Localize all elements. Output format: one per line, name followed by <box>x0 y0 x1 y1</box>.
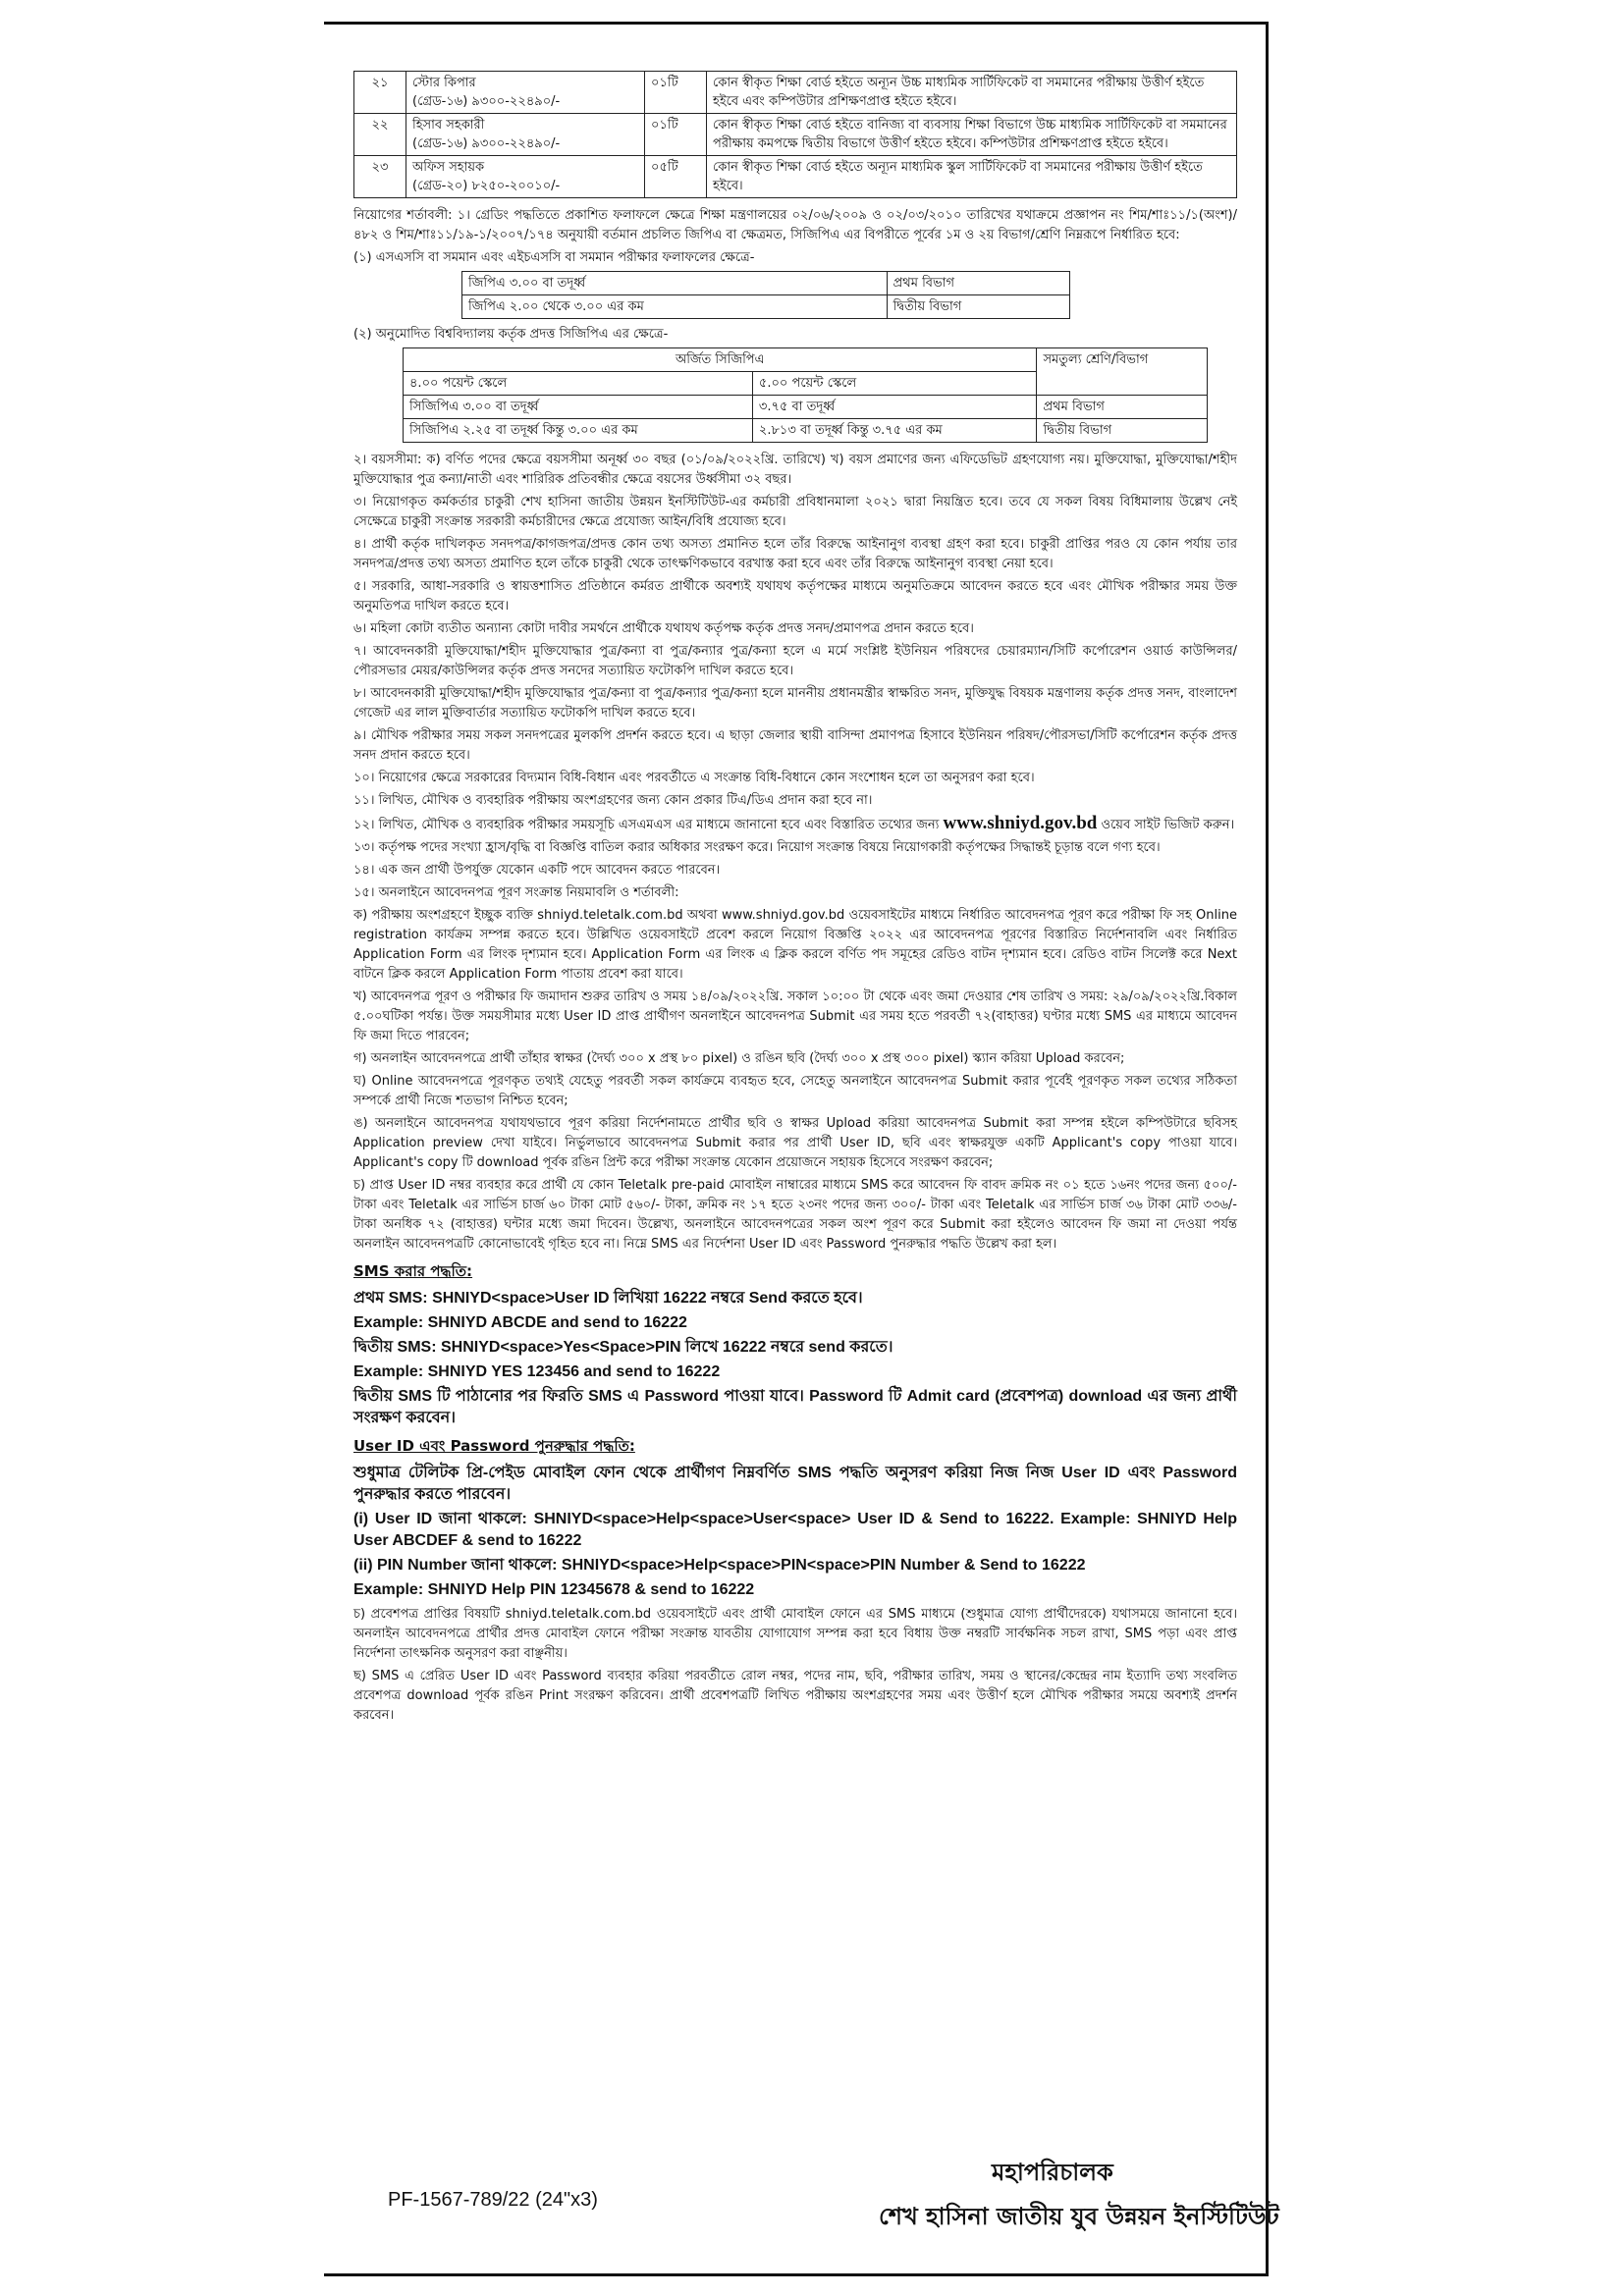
rule-item: ৯। মৌখিক পরীক্ষার সময় সকল সনদপত্রের মুলকপি প্রদর্শন করতে হবে। এ ছাড়া জেলার স্থায়ী বাসিন্দা প্রমাণপত্র হিসাবে ইউনিয়ন পরিষদ/পৌরসভা/সিটি কর্পোরেশন কর্তৃক প্রদত্ত সনদ প্রদান করতে হবে। <box>353 728 1237 763</box>
rule-12-text: ১২। লিখিত, মৌখিক ও ব্যবহারিক পরীক্ষার সময়সূচি এসএমএস এর মাধ্যমে জানানো হবে এবং বিস্তারিত তথ্যের জন্য <box>353 818 940 832</box>
rule-12-tail: ওয়েব সাইট ভিজিট করুন। <box>1101 818 1235 832</box>
rule-12 <box>353 814 1237 835</box>
password-section-title: User ID এবং Password পুনরুদ্ধার পদ্ধতি: <box>353 1437 635 1455</box>
uni-cell: প্রথম বিভাগ <box>1037 396 1208 419</box>
post-qualification: কোন স্বীকৃত শিক্ষা বোর্ড হইতে বানিজ্য বা ব্যবসায় শিক্ষা বিভাগে উচ্চ মাধ্যমিক সার্টিফিকেট বা সমমানের পরীক্ষায় কমপক্ষে দ্বিতীয় বিভাগে উত্তীর্ণ হইতে হইবে। কম্পিউটার প্রশিক্ষণপ্রাপ্ত হইতে হইবে। <box>707 114 1237 156</box>
final-instructions <box>353 1605 1237 1726</box>
ssc-div-cell: প্রথম বিভাগ <box>887 272 1069 295</box>
password-line: (i) User ID জানা থাকলে: SHNIYD<space>Help<space>User<space> User ID & Send to 16222. Example: SHNIYD Help User ABCDEF & send to 16222 <box>353 1511 1237 1549</box>
ssc-gpa-cell: জিপিএ ৩.০০ বা তদূর্ধ্ব <box>462 272 888 295</box>
uni-cell: ২.৮১৩ বা তদূর্ধ্ব কিন্তু ৩.৭৫ এর কম <box>752 419 1037 443</box>
post-qualification: কোন স্বীকৃত শিক্ষা বোর্ড হইতে অন্যূন মাধ্যমিক স্কুল সার্টিফিকেট বা সমমানের পরীক্ষায় উত্তীর্ণ হইতে হইবে। <box>707 156 1237 198</box>
rule-item: ৪। প্রার্থী কর্তৃক দাখিলকৃত সনদপত্র/কাগজপত্র/প্রদত্ত কোন তথ্য অসত্য প্রমানিত হলে তাঁর বিরুদ্ধে আইনানুগ ব্যবস্থা গ্রহণ করা হবে। চাকুরী প্রাপ্তির পরও যে কোন পর্যায় তার সনদপত্র/প্রদত্ত তথ্য অসত্য প্রমাণিত হলে তাঁকে চাকুরী থেকে তাৎক্ষণিকভাবে বরখাস্ত করা হবে এবং তাঁর বিরুদ্ধে আইনানুগ ব্যবস্থা নেয়া হবে। <box>353 537 1237 571</box>
post-row <box>354 72 1237 114</box>
post-count: ০১টি <box>645 114 707 156</box>
uni-header-div: সমতুল্য শ্রেণি/বিভাগ <box>1037 348 1208 396</box>
uni-heading: (২) অনুমোদিত বিশ্ববিদ্যালয় কর্তৃক প্রদত্ত সিজিপিএ এর ক্ষেত্রে- <box>353 327 669 342</box>
password-instructions <box>353 1463 1237 1601</box>
rule-item: ১৩। কর্তৃপক্ষ পদের সংখ্যা হ্রাস/বৃদ্ধি বা বিজ্ঞপ্তি বাতিল করার অধিকার সংরক্ষণ করে। নিয়োগ সংক্রান্ত বিষয়ে নিয়োগকারী কর্তৃপক্ষের সিদ্ধান্তই চূড়ান্ত বলে গণ্য হবে। <box>353 840 1161 855</box>
ssc-table <box>461 271 1070 319</box>
sms-line: দ্বিতীয় SMS টি পাঠানোর পর ফিরতি SMS এ Password পাওয়া যাবে। Password টি Admit card (প্রবেশপত্র) download এর জন্য প্রার্থী সংরক্ষণ করবেন। <box>353 1388 1237 1426</box>
signatory-organization: শেখ হাসিনা জাতীয় যুব উন্নয়ন ইনস্টিটিউট <box>879 2203 1279 2230</box>
post-number: ২৩ <box>354 156 406 198</box>
final-line: চ) প্রবেশপত্র প্রাপ্তির বিষয়টি shniyd.teletalk.com.bd ওয়েবসাইটে এবং প্রার্থী মোবাইল ফোনে এর SMS মাধ্যমে (শুধুমাত্র যোগ্য প্রার্থীদেরকে) যথাসময়ে জানানো হবে। অনলাইন আবেদনপত্রে প্রার্থীর প্রদত্ত মোবাইল ফোনে পরীক্ষা সংক্রান্ত যাবতীয় যোগাযোগ সম্পন্ন করা হবে বিধায় উক্ত নম্বরটি সার্বক্ষনিক সচল রাখা, SMS পড়া এবং প্রাপ্ত নির্দেশনা তাৎক্ষনিক অনুসরণ করা বাঞ্ছনীয়। <box>353 1607 1237 1661</box>
pf-code: PF-1567-789/22 (24"x3) <box>388 2189 598 2211</box>
sms-line: দ্বিতীয় SMS: SHNIYD<space>Yes<Space>PIN লিখে 16222 নম্বরে send করতে। <box>353 1339 893 1356</box>
rules-list <box>353 451 1237 811</box>
sms-line: প্রথম SMS: SHNIYD<space>User ID লিখিয়া 16222 নম্বরে Send করতে হবে। <box>353 1290 863 1307</box>
rule-item: ৫। সরকারি, আধা-সরকারি ও স্বায়ত্তশাসিত প্রতিষ্ঠানে কর্মরত প্রার্থীকে অবশ্যই যথাযথ কর্তৃপক্ষের মাধ্যমে অনুমতিক্রমে আবেদন করতে হবে এবং মৌখিক পরীক্ষার সময় উক্ত অনুমতিপত্র দাখিল করতে হবে। <box>353 579 1237 614</box>
post-name-cell <box>406 156 645 198</box>
conditions-intro: নিয়োগের শর্তাবলী: ১। গ্রেডিং পদ্ধতিতে প্রকাশিত ফলাফলে ক্ষেত্রে শিক্ষা মন্ত্রণালয়ের ০২/০৬/২০০৯ ও ০২/০৩/২০১০ তারিখের যথাক্রমে প্রজ্ঞাপন নং শিম/শাঃ১১/১(অংশ)/৪৮২ ও শিম/শাঃ১১/১৯-১/২০০৭/১৭৪ অনুযায়ী বর্তমান প্রচলিত জিপিএ বা ক্ষেত্রমত, সিজিপিএ এর বিপরীতে পূর্বের ১ম ও ২য় বিভাগ/শ্রেণি নিম্নরূপে নির্ধারিত হবে: <box>353 208 1237 242</box>
notice-body <box>353 71 1237 1729</box>
sms-section-title: SMS করার পদ্ধতি: <box>353 1262 473 1280</box>
ssc-gpa-cell: জিপিএ ২.০০ থেকে ৩.০০ এর কম <box>462 295 888 319</box>
rule-item: ২। বয়সসীমা: ক) বর্ণিত পদের ক্ষেত্রে বয়সসীমা অনূর্ধ্ব ৩০ বছর (০১/০৯/২০২২খ্রি. তারিখে) খ) বয়স প্রমাণের জন্য এফিডেভিট গ্রহণযোগ্য নয়। মুক্তিযোদ্ধা, মুক্তিযোদ্ধা/শহীদ মুক্তিযোদ্ধার পুত্র কন্যা/নাতী এবং শারিরিক প্রতিবন্ধীর ক্ষেত্রে বয়সের উর্ধ্বসীমা ৩২ বছর। <box>353 453 1237 487</box>
online-g: গ) অনলাইন আবেদনপত্রে প্রার্থী তাঁহার স্বাক্ষর (দৈর্ঘ্য ৩০০ x প্রস্থ ৮০ pixel) ও রঙিন ছবি (দৈর্ঘ্য ৩০০ x প্রস্থ ৩০০ pixel) স্ক্যান করিয়া Upload করবেন; <box>353 1051 1125 1066</box>
post-name: স্টোর কিপার <box>412 76 476 90</box>
uni-col-5: ৫.০০ পয়েন্ট স্কেলে <box>752 372 1037 396</box>
rules-list-b <box>353 838 1237 903</box>
post-count: ০১টি <box>645 72 707 114</box>
post-number: ২১ <box>354 72 406 114</box>
password-line: শুধুমাত্র টেলিটক প্রি-পেইড মোবাইল ফোন থেকে প্রার্থীগণ নিম্নবর্ণিত SMS পদ্ধতি অনুসরণ করিয়া নিজ নিজ User ID এবং Password পুনরুদ্ধার করতে পারবেন। <box>353 1465 1237 1503</box>
post-name: হিসাব সহকারী <box>412 118 485 133</box>
post-count: ০৫টি <box>645 156 707 198</box>
post-name-cell <box>406 72 645 114</box>
uni-cell: ৩.৭৫ বা তদূর্ধ্ব <box>752 396 1037 419</box>
uni-col-4: ৪.০০ পয়েন্ট স্কেলে <box>404 372 753 396</box>
ssc-heading: (১) এসএসসি বা সমমান এবং এইচএসসি বা সমমান পরীক্ষার ফলাফলের ক্ষেত্রে- <box>353 250 755 265</box>
online-c: চ) প্রাপ্ত User ID নম্বর ব্যবহার করে প্রার্থী যে কোন Teletalk pre-paid মোবাইল নাম্বারের মাধ্যমে SMS করে আবেদন ফি বাবদ ক্রমিক নং ০১ হতে ১৬নং পদের জন্য ৫০০/- টাকা এবং Teletalk এর সার্ভিস চার্জ ৬০ টাকা মোট ৫৬০/- টাকা, ক্রমিক নং ১৭ হতে ২৩নং পদের জন্য ৩০০/- টাকা এবং Teletalk এর সার্ভিস চার্জ ৩৬ টাকা মোট ৩৩৬/- টাকা অনধিক ৭২ (বাহাত্তর) ঘন্টার মধ্যে জমা দিবেন। উল্লেখ্য, অনলাইনে আবেদনপত্রের সকল অংশ পূরণ করে Submit করা হইলেও আবেদন ফি জমা না দেওয়া পর্যন্ত অনলাইন আবেদনপত্রটি কোনোভাবেই গৃহিত হবে না। নিম্নে SMS এর নির্দেশনা User ID এবং Password পুনরুদ্ধার পদ্ধতি উল্লেখ করা হল। <box>353 1178 1237 1252</box>
rule-item: ১৫। অনলাইনে আবেদনপত্র পূরণ সংক্রান্ত নিয়মাবলি ও শর্তাবলী: <box>353 885 679 900</box>
post-grade: (গ্রেড-২০) ৮২৫০-২০০১০/- <box>412 179 561 193</box>
rule-item: ১৪। এক জন প্রার্থী উপর্যুক্ত যেকোন একটি পদে আবেদন করতে পারবেন। <box>353 863 721 878</box>
online-u: ঙ) অনলাইনে আবেদনপত্র যথাযথভাবে পূরণ করিয়া নির্দেশনামতে প্রার্থীর ছবি ও স্বাক্ষর Upload করিয়া আবেদনপত্র Submit করা সম্পন্ন হইলে কম্পিউটারে ছবিসহ Application preview দেখা যাইবে। নির্ভুলভাবে আবেদনপত্র Submit করার পর প্রার্থী User ID, ছবি এবং স্বাক্ষরযুক্ত একটি Applicant's copy পাওয়া যাবে। Applicant's copy টি download পূর্বক রঙিন প্রিন্ট করে পরীক্ষা সংক্রান্ত যেকোন প্রয়োজনে সহায়ক হিসেবে সংরক্ষণ করবেন; <box>353 1116 1237 1170</box>
rule-item: ১০। নিয়োগের ক্ষেত্রে সরকারের বিদ্যমান বিধি-বিধান এবং পরবর্তীতে এ সংক্রান্ত বিধি-বিধানে কোন সংশোধন হলে তা অনুসরণ করা হবে। <box>353 771 1035 785</box>
sms-line: Example: SHNIYD YES 123456 and send to 16222 <box>353 1363 721 1380</box>
rule-item: ৩। নিয়োগকৃত কর্মকর্তার চাকুরী শেখ হাসিনা জাতীয় উন্নয়ন ইনস্টিটিউট-এর কর্মচারী প্রবিধানমালা ২০২১ দ্বারা নিয়ন্ত্রিত হবে। তবে যে সকল বিষয় বিধিমালায় উল্লেখ নেই সেক্ষেত্রে চাকুরী সংক্রান্ত সরকারী কর্মচারীদের ক্ষেত্রে প্রযোজ্য আইন/বিধি প্রযোজ্য হবে। <box>353 495 1237 529</box>
sms-instructions <box>353 1288 1237 1429</box>
post-row <box>354 114 1237 156</box>
post-row <box>354 156 1237 198</box>
website-link[interactable]: www.shniyd.gov.bd <box>943 813 1098 833</box>
rule-item: ১১। লিখিত, মৌখিক ও ব্যবহারিক পরীক্ষায় অংশগ্রহণের জন্য কোন প্রকার টিএ/ডিএ প্রদান করা হবে না। <box>353 793 873 808</box>
sms-line: Example: SHNIYD ABCDE and send to 16222 <box>353 1314 687 1331</box>
online-b: খ) আবেদনপত্র পূরণ ও পরীক্ষার ফি জমাদান শুরুর তারিখ ও সময় ১৪/০৯/২০২২খ্রি. সকাল ১০:০০ টা থেকে এবং জমা দেওয়ার শেষ তারিখ ও সময়: ২৯/০৯/২০২২খ্রি.বিকাল ৫.০০ঘটিকা পর্যন্ত। উক্ত সময়সীমার মধ্যে User ID প্রাপ্ত প্রার্থীগণ অনলাইনে আবেদনপত্র Submit এর সময় হতে পরবর্তী ৭২(বাহাত্তর) ঘণ্টার মধ্যে SMS এর মাধ্যমে আবেদন ফি জমা দিতে পারবেন; <box>353 989 1237 1043</box>
final-line: ছ) SMS এ প্রেরিত User ID এবং Password ব্যবহার করিয়া পরবর্তীতে রোল নম্বর, পদের নাম, ছবি, পরীক্ষার তারিখ, সময় ও স্থানের/কেন্দ্রের নাম ইত্যাদি তথ্য সংবলিত প্রবেশপত্র download পূর্বক রঙিন Print সংরক্ষণ করিবেন। প্রার্থী প্রবেশপত্রটি লিখিত পরীক্ষায় অংশগ্রহণের সময় এবং উত্তীর্ণ হলে মৌখিক পরীক্ষার সময়ে অবশ্যই প্রদর্শন করবেন। <box>353 1669 1237 1723</box>
online-gh: ঘ) Online আবেদনপত্রে পূরণকৃত তথ্যই যেহেতু পরবর্তী সকল কার্যক্রমে ব্যবহৃত হবে, সেহেতু অনলাইনে আবেদনপত্র Submit করার পূর্বেই পূরণকৃত সকল তথ্যের সঠিকতা সম্পর্কে প্রার্থী নিজে শতভাগ নিশ্চিত হবেন; <box>353 1074 1237 1108</box>
post-grade: (গ্রেড-১৬) ৯৩০০-২২৪৯০/- <box>412 94 561 109</box>
rule-item: ৬। মহিলা কোটা ব্যতীত অন্যান্য কোটা দাবীর সমর্থনে প্রার্থীকে যথাযথ কর্তৃপক্ষ কর্তৃক প্রদত্ত সনদ/প্রমাণপত্র প্রদান করতে হবে। <box>353 621 974 636</box>
post-name-cell <box>406 114 645 156</box>
post-number: ২২ <box>354 114 406 156</box>
uni-cell: দ্বিতীয় বিভাগ <box>1037 419 1208 443</box>
post-name: অফিস সহায়ক <box>412 160 485 175</box>
password-line: (ii) PIN Number জানা থাকলে: SHNIYD<space>Help<space>PIN<space>PIN Number & Send to 16222 <box>353 1557 1086 1574</box>
posts-table <box>353 71 1237 198</box>
online-a: ক) পরীক্ষায় অংশগ্রহণে ইচ্ছুক ব্যক্তি shniyd.teletalk.com.bd অথবা www.shniyd.gov.bd ওয়েবসাইটের মাধ্যমে নির্ধারিত আবেদনপত্র পূরণ করে পরীক্ষা ফি সহ Online registration কার্যক্রম সম্পন্ন করতে হবে। উল্লিখিত ওয়েবসাইটে প্রবেশ করলে নিয়োগ বিজ্ঞপ্তি ২০২২ এর আবেদনপত্র পূরণের বিস্তারিত নির্দেশনাবলি এবং নির্ধারিত Application Form এর লিংক দৃশ্যমান হবে। Application Form এর লিংক এ ক্লিক করলে বর্ণিত পদ সমূহের রেডিও বাটন দৃশ্যমান হবে। রেডিও বাটন সিলেক্ট করে Next বাটনে ক্লিক করলে Application Form পাতায় প্রবেশ করা যাবে। <box>353 908 1237 982</box>
password-line: Example: SHNIYD Help PIN 12345678 & send to 16222 <box>353 1581 755 1598</box>
uni-table <box>403 347 1208 443</box>
ssc-div-cell: দ্বিতীয় বিভাগ <box>887 295 1069 319</box>
signatory-title: মহাপরিচালক <box>992 2159 1113 2186</box>
uni-cell: সিজিপিএ ৩.০০ বা তদূর্ধ্ব <box>404 396 753 419</box>
post-qualification: কোন স্বীকৃত শিক্ষা বোর্ড হইতে অন্যূন উচ্চ মাধ্যমিক সার্টিফিকেট বা সমমানের পরীক্ষায় উত্তীর্ণ হইতে হইবে এবং কম্পিউটার প্রশিক্ষণপ্রাপ্ত হইতে হইবে। <box>707 72 1237 114</box>
uni-header-cgpa: অর্জিত সিজিপিএ <box>404 348 1037 372</box>
uni-cell: সিজিপিএ ২.২৫ বা তদূর্ধ্ব কিন্তু ৩.০০ এর কম <box>404 419 753 443</box>
post-grade: (গ্রেড-১৬) ৯৩০০-২২৪৯০/- <box>412 136 561 151</box>
rule-item: ৭। আবেদনকারী মুক্তিযোদ্ধা/শহীদ মুক্তিযোদ্ধার পুত্র/কন্যা বা পুত্র/কন্যার পুত্র/কন্যা হলে এ মর্মে সংশ্লিষ্ট ইউনিয়ন পরিষদের চেয়ারম্যান/সিটি কর্পোরেশন ওয়ার্ড কাউন্সিলর/পৌরসভার মেয়র/কাউন্সিলর কর্তৃক প্রদত্ত সনদের সত্যায়িত ফটোকপি দাখিল করতে হবে। <box>353 644 1237 678</box>
rule-item: ৮। আবেদনকারী মুক্তিযোদ্ধা/শহীদ মুক্তিযোদ্ধার পুত্র/কন্যা বা পুত্র/কন্যার পুত্র/কন্যা হলে মাননীয় প্রধানমন্ত্রীর স্বাক্ষরিত সনদ, মুক্তিযুদ্ধ বিষয়ক মন্ত্রণালয় কর্তৃক প্রদত্ত সনদ, বাংলাদেশ গেজেট এর লাল মুক্তিবার্তার সত্যায়িত ফটোকপি দাখিল করতে হবে। <box>353 686 1237 721</box>
